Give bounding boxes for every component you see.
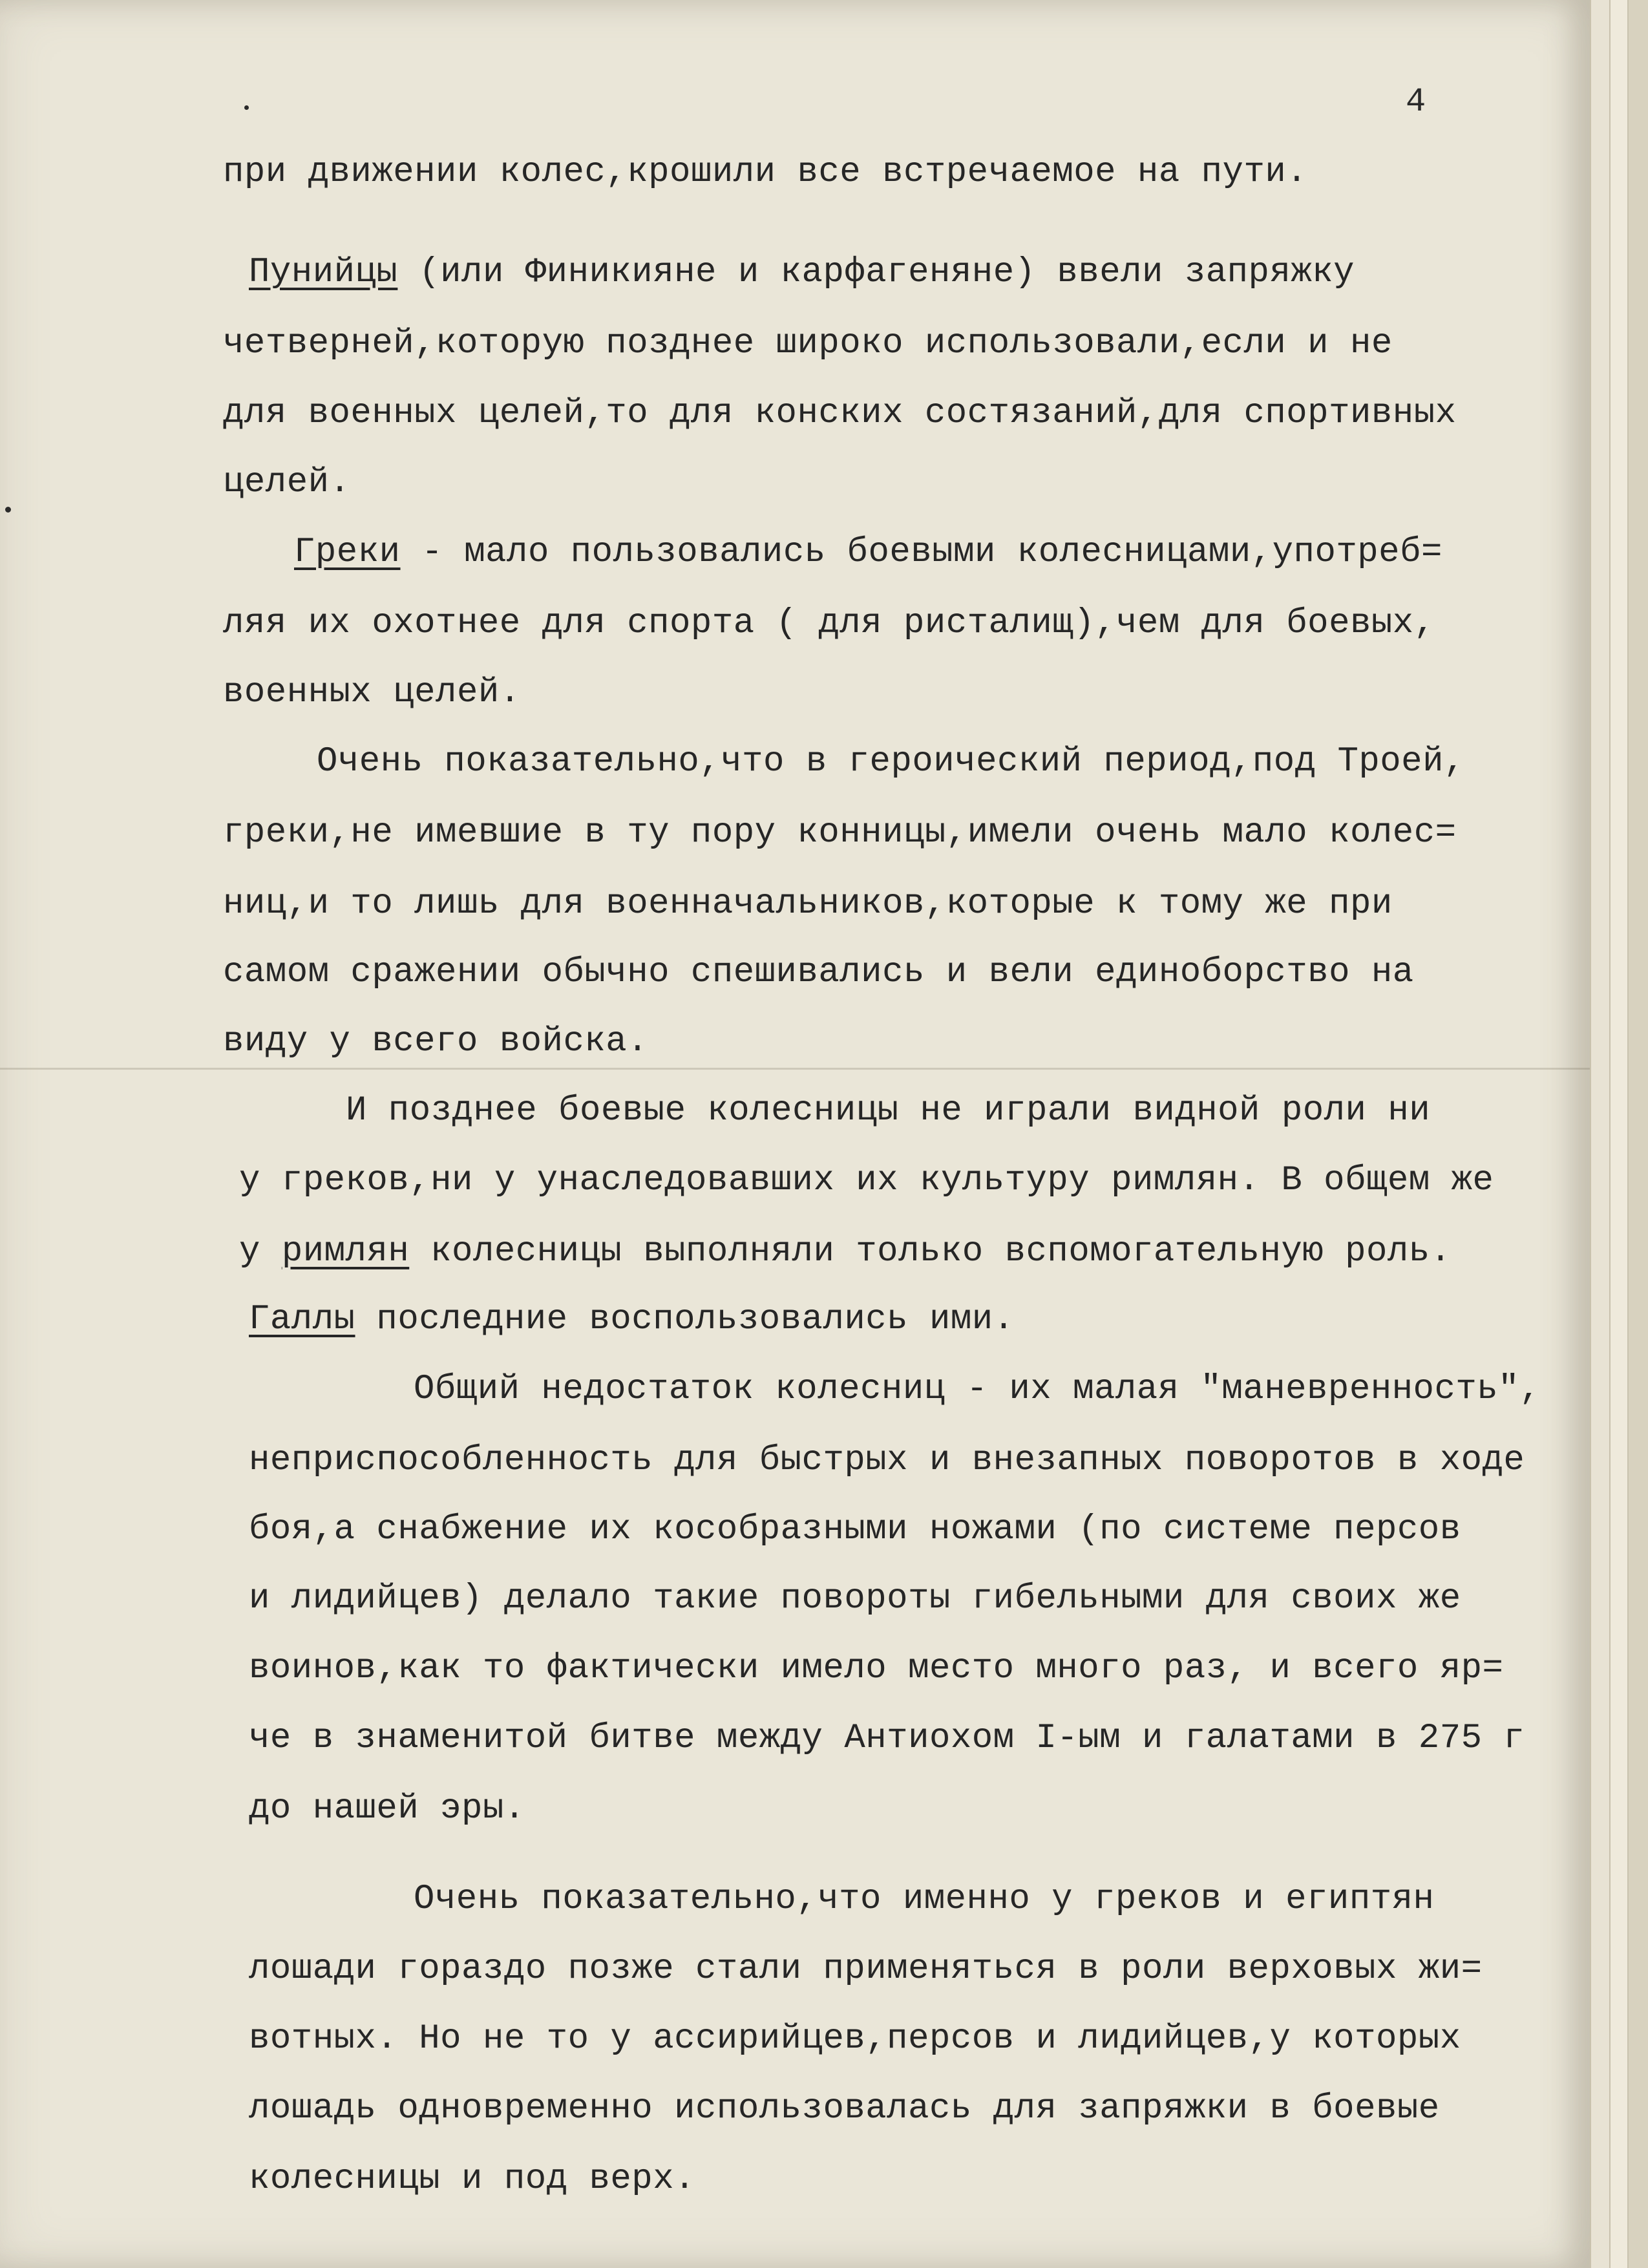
text-line bbox=[346, 1091, 1431, 1130]
text-line bbox=[223, 675, 521, 710]
text-fragment: неприспособленность для быстрых и внезапных поворотов в ходе bbox=[249, 1441, 1525, 1480]
text-fragment: воинов,как то фактически имело место много раз, и всего яр= bbox=[249, 1649, 1504, 1688]
text-line bbox=[249, 1949, 1483, 1989]
text-fragment: для военных целей,то для конских состязаний,для спортивных bbox=[223, 394, 1457, 433]
text-fragment: лошади гораздо позже стали применяться в роли верховых жи= bbox=[249, 1949, 1483, 1989]
text-fragment: целей. bbox=[223, 463, 351, 502]
page-edge bbox=[1609, 0, 1629, 2268]
text-line bbox=[249, 1302, 1015, 1337]
text-line bbox=[223, 155, 1307, 190]
text-fragment: Общий недостаток колесниц - их малая "маневренность", bbox=[414, 1370, 1541, 1409]
text-fragment: лошадь одновременно использовалась для запряжки в боевые bbox=[249, 2089, 1440, 2128]
text-line bbox=[249, 1512, 1461, 1547]
text-fragment: четверней,которую позднее широко использовали,если и не bbox=[223, 324, 1393, 363]
text-fragment: самом сражении обычно спешивались и вели единоборство на bbox=[223, 953, 1414, 992]
text-line bbox=[249, 2019, 1461, 2059]
text-line bbox=[223, 955, 1414, 990]
text-line bbox=[223, 465, 350, 500]
text-fragment: у греков,ни у унаследовавших их культуру римлян. В общем же bbox=[239, 1161, 1494, 1200]
text-fragment: Очень показательно,что в героический период,под Троей, bbox=[317, 742, 1465, 781]
text-line bbox=[223, 813, 1457, 853]
underlined-word: Греки bbox=[294, 533, 401, 572]
text-line bbox=[249, 2159, 696, 2199]
text-line bbox=[239, 1232, 1452, 1271]
text-line bbox=[249, 255, 1355, 290]
underlined-word: Галлы bbox=[249, 1300, 355, 1339]
underlined-word: Пунийцы bbox=[249, 253, 398, 292]
text-fragment: при движении колес,крошили все встречаемое на пути. bbox=[223, 153, 1308, 192]
text-fragment: боя,а снабжение их кособразными ножами (по системе персов bbox=[249, 1510, 1461, 1549]
text-line bbox=[239, 1163, 1494, 1198]
text-fragment: военных целей. bbox=[223, 673, 521, 712]
text-line bbox=[223, 1024, 648, 1059]
text-fragment: греки,не имевшие в ту пору конницы,имели очень мало колес= bbox=[223, 813, 1457, 853]
ink-dot bbox=[5, 507, 11, 513]
text-line bbox=[249, 1789, 525, 1828]
text-fragment: И позднее боевые колесницы не играли видной роли ни bbox=[346, 1091, 1431, 1130]
text-fragment: колесницы и под верх. bbox=[249, 2159, 696, 2199]
text-fragment: ляя их охотнее для спорта ( для ристалищ),чем для боевых, bbox=[223, 604, 1435, 643]
text-fragment: последние воспользовались ими. bbox=[355, 1300, 1015, 1339]
text-line bbox=[249, 1443, 1525, 1478]
underlined-word: римлян bbox=[281, 1232, 410, 1271]
text-line bbox=[249, 1579, 1461, 1618]
page-edge bbox=[1627, 0, 1648, 2268]
text-fragment: вотных. Но не то у ассирийцев,персов и лидийцев,у которых bbox=[249, 2019, 1461, 2059]
text-fragment: виду у всего войска. bbox=[223, 1022, 649, 1061]
text-line bbox=[223, 396, 1457, 431]
text-line bbox=[249, 1651, 1503, 1686]
text-line bbox=[249, 2089, 1440, 2128]
text-fragment: - мало пользовались боевыми колесницами,употреб= bbox=[400, 533, 1442, 572]
page-edge bbox=[1590, 0, 1611, 2268]
text-line bbox=[317, 742, 1465, 781]
page-number: 4 bbox=[1406, 83, 1426, 121]
text-fragment: (или Финикияне и карфагеняне) ввели запряжку bbox=[397, 253, 1355, 292]
text-fragment: у bbox=[239, 1232, 282, 1271]
text-fragment: че в знаменитой битве между Антиохом I-ым и галатами в 275 г bbox=[249, 1719, 1525, 1758]
text-line bbox=[223, 326, 1393, 361]
text-line bbox=[249, 1721, 1525, 1756]
text-fragment: Очень показательно,что именно у греков и египтян bbox=[414, 1880, 1435, 1919]
text-fragment: колесницы выполняли только вспомогательную роль. bbox=[409, 1232, 1452, 1271]
text-line bbox=[223, 606, 1435, 641]
text-line bbox=[294, 535, 1442, 570]
ink-dot bbox=[244, 105, 249, 110]
text-fragment: до нашей эры. bbox=[249, 1789, 525, 1828]
text-line bbox=[223, 884, 1393, 924]
text-line bbox=[414, 1882, 1434, 1917]
text-fragment: ниц,и то лишь для военначальников,которые к тому же при bbox=[223, 884, 1393, 924]
text-line bbox=[414, 1372, 1541, 1407]
paper-fold bbox=[0, 1068, 1590, 1070]
text-fragment: и лидийцев) делало такие повороты гибельными для своих же bbox=[249, 1579, 1461, 1618]
